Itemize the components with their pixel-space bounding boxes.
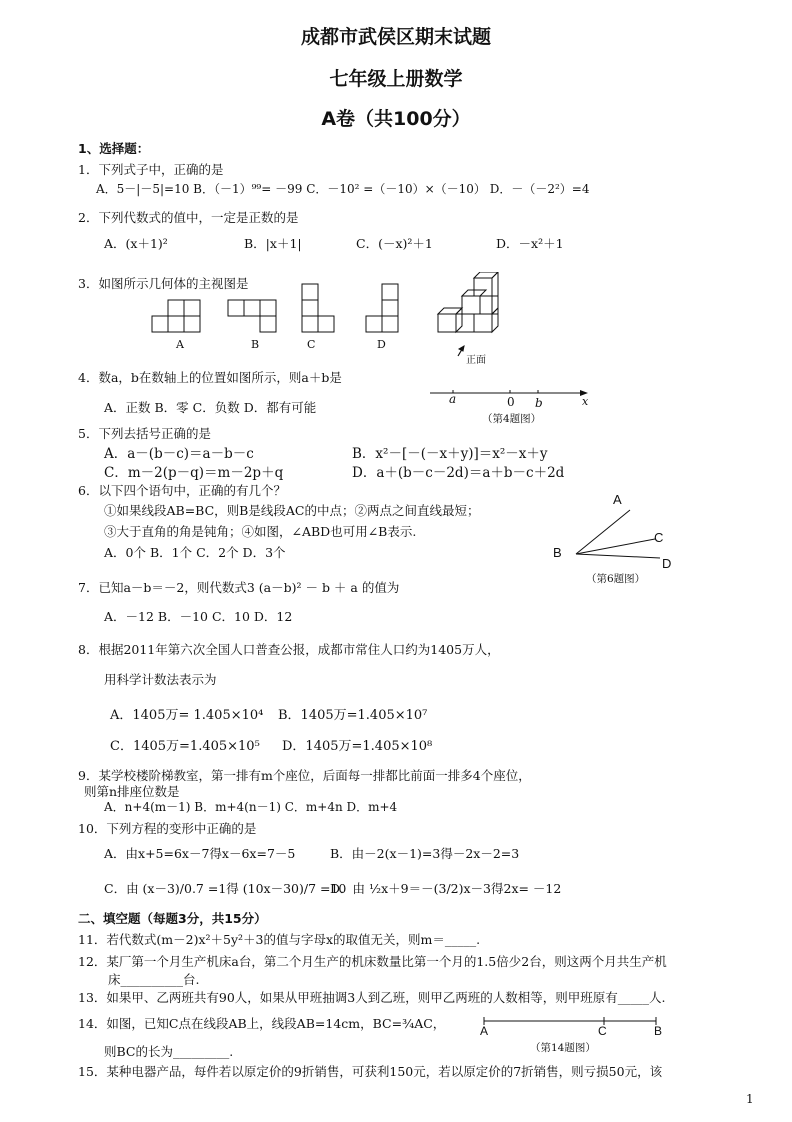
q3-view-d [366,284,398,332]
q13: 13．如果甲、乙两班共有90人，如果从甲班抽调3人到乙班，则甲乙两班的人数相等，则甲班原有_____人. [78,990,666,1005]
q9-stem-line-2: 则第n排座位数是 [84,784,180,799]
q12-line-2: 床__________台. [108,972,200,987]
q7-stem: 7．已知a－b＝－2，则代数式3 (a－b)² － b ＋ a 的值为 [78,580,400,595]
q8-option-a: A．1405万= 1.405×10⁴ [110,708,264,723]
q3-view-c [302,284,334,332]
q1-options: A．5－|－5|=10 B．（－1）⁹⁹= －99 C．－10² =（－10）×（－10） D．－（－2²）=4 [96,182,590,196]
q5-option-a: A．a－(b－c)＝a－b－c [104,446,254,462]
q3-label-b: B [251,338,260,351]
q8-option-c: C．1405万=1.405×10⁵ [110,739,260,754]
q14-point-a: A [480,1024,489,1038]
q15: 15．某种电器产品，每件若以原定价的9折销售，可获利150元，若以原定价的7折销售，则亏损50元，该 [78,1064,663,1079]
q2-option-d: D．－x²＋1 [496,236,564,251]
section-2-heading: 二、填空题（每题3分，共15分） [78,911,267,926]
q2-option-c: C．(－x)²＋1 [356,236,433,251]
q4-axis-b: b [535,396,543,410]
q3-view-b [228,300,276,332]
exam-subtitle: 七年级上册数学 [329,68,463,90]
q8-stem: 8．根据2011年第六次全国人口普查公报，成都市常住人口约为1405万人， [78,642,500,657]
q2-stem: 2．下列代数式的值中，一定是正数的是 [78,210,299,225]
q4-axis-a: a [449,392,457,406]
q3-solid [438,272,498,332]
q12-line-1: 12．某厂第一个月生产机床a台，第二个月生产的机床数量比第一个月的1.5倍少2台，则这两个月共生产机 [78,954,667,969]
q2-option-a: A．(x＋1)² [104,236,168,251]
q3-stem: 3．如图所示几何体的主视图是 [78,276,249,291]
q14-point-c: C [598,1024,607,1038]
q3-views-figure [140,272,510,367]
q6-statement-line-2: ③大于直角的角是钝角；④如图，∠ABD也可用∠B表示. [104,524,417,539]
q5-stem: 5．下列去括号正确的是 [78,426,211,441]
q6-stem: 6．以下四个语句中，正确的有几个？ [78,483,286,498]
q10-option-a: A．由x+5=6x－7得x－6x=7－5 [104,846,296,861]
q14-line-1: 14．如图，已知C点在线段AB上，线段AB=14cm，BC=¾AC， [78,1016,446,1031]
q3-front-label: 正面 [466,355,486,366]
q3-label-a: A [176,338,184,351]
q8-stem-line-2: 用科学计数法表示为 [104,672,217,687]
section-1-heading: 1、选择题： [78,141,150,156]
q10-stem: 10．下列方程的变形中正确的是 [78,821,257,836]
q4-options: A．正数 B．零 C．负数 D．都有可能 [104,400,317,415]
q8-option-b: B．1405万=1.405×10⁷ [278,708,428,723]
q4-caption: （第4题图） [482,413,542,425]
q10-option-b: B．由－2(x－1)=3得－2x－2=3 [330,846,520,861]
q10-option-d: D．由 ½x＋9＝－(3/2)x－3得2x= －12 [330,881,562,896]
q11: 11．若代数式(m－2)x²＋5y²＋3的值与字母x的取值无关，则m＝_____. [78,932,481,947]
q14-point-b: B [654,1024,663,1038]
q6-options: A．0个 B．1个 C．2个 D．3个 [104,545,286,560]
q4-axis-zero: 0 [507,395,515,409]
q8-option-d: D．1405万=1.405×10⁸ [282,739,433,754]
q3-label-c: C [307,338,316,351]
q10-option-c: C．由 (x－3)/0.7 =1得 (10x－30)/7 =10 [104,881,347,896]
q6-point-c: C [654,530,664,545]
q6-caption: （第6题图） [586,573,646,585]
q14-segment-figure [480,1016,660,1028]
q6-point-a: A [613,492,622,507]
paper-section-title: A卷（共100分） [321,108,471,130]
q5-option-b: B．x²－[－(－x＋y)]＝x²－x＋y [352,446,548,462]
q14-caption: （第14题图） [530,1042,596,1054]
exam-title: 成都市武侯区期末试题 [300,26,491,48]
q4-axis-x: x [582,395,589,408]
q6-statement-line-1: ①如果线段AB=BC，则B是线段AC的中点；②两点之间直线最短； [104,503,480,518]
q5-option-d: D．a＋(b－c－2d)＝a＋b－c＋2d [352,465,565,481]
q6-point-b: B [553,545,562,560]
q4-stem: 4．数a，b在数轴上的位置如图所示，则a＋b是 [78,370,342,385]
q2-option-b: B．|x＋1| [244,236,302,251]
q6-point-d: D [662,556,672,571]
q14-line-2: 则BC的长为_________. [104,1044,234,1059]
q9-stem: 9．某学校楼阶梯教室，第一排有m个座位，后面每一排都比前面一排多4个座位， [78,768,531,783]
q3-label-d: D [377,338,386,351]
q7-options: A．－12 B．－10 C．10 D．12 [104,609,293,624]
page-number: 1 [746,1092,754,1106]
q1-stem: 1．下列式子中，正确的是 [78,162,224,177]
q5-option-c: C．m－2(p－q)＝m－2p＋q [104,465,284,481]
q3-view-a [152,300,200,332]
q9-options: A．n+4(m－1) B．m+4(n－1) C．m+4n D．m+4 [104,800,398,814]
